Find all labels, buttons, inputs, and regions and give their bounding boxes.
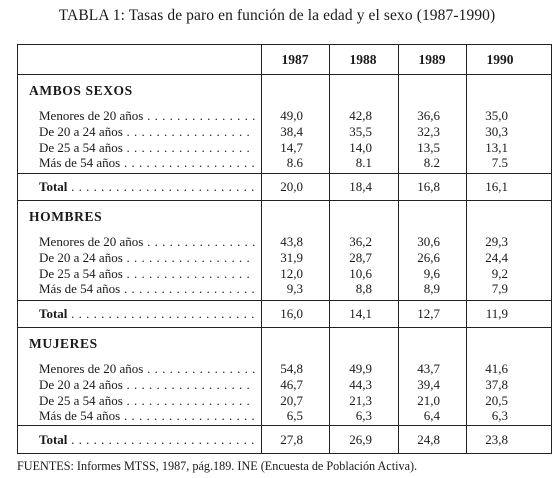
cell-value: 37,8 [485, 377, 508, 392]
total-value: 26,9 [349, 432, 372, 447]
year-header: 1989 [418, 52, 446, 67]
cell-value: 39,4 [417, 377, 440, 392]
section-title-mujeres: MUJERES [29, 336, 98, 351]
cell-value: 7.5 [491, 155, 508, 170]
table-title: TABLA 1: Tasas de paro en función de la edad y el sexo (1987-1990) [58, 7, 496, 24]
cell-value: 36,6 [417, 108, 440, 123]
year-header: 1988 [349, 52, 377, 67]
cell-value: 9,3 [286, 281, 303, 296]
cell-value: 54,8 [280, 361, 303, 376]
cell-value: 6,3 [355, 408, 372, 423]
cell-value: 30,6 [417, 234, 440, 249]
total-rule [18, 425, 551, 426]
row-label: De 25 a 54 años . . . [39, 393, 255, 409]
cell-value: 9,6 [423, 266, 440, 281]
cell-value: 8.6 [286, 155, 303, 170]
source-note: FUENTES: Informes MTSS, 1987, pág.189. INE (Encuesta de Población Activa). [17, 459, 418, 473]
cell-value: 10,6 [349, 266, 372, 281]
cell-value: 42,8 [349, 108, 372, 123]
cell-value: 31,9 [280, 250, 303, 265]
year-header: 1990 [486, 52, 514, 67]
cell-value: 8.1 [355, 155, 372, 170]
total-value: 16,1 [485, 179, 508, 194]
section-rule [18, 327, 551, 328]
section-rule [18, 200, 551, 201]
cell-value: 24,4 [485, 250, 508, 265]
cell-value: 13,1 [485, 140, 508, 155]
cell-value: 8,8 [355, 281, 372, 296]
row-label: De 25 a 54 años . . . [39, 266, 255, 282]
total-value: 12,7 [417, 306, 440, 321]
total-value: 24,8 [417, 432, 440, 447]
cell-value: 35,5 [349, 124, 372, 139]
total-value: 11,9 [485, 306, 508, 321]
total-value: 16,8 [417, 179, 440, 194]
cell-value: 44,3 [349, 377, 372, 392]
header-rule [18, 74, 551, 75]
section-title-hombres: HOMBRES [29, 209, 103, 224]
cell-value: 21,3 [349, 393, 372, 408]
cell-value: 30,3 [485, 124, 508, 139]
cell-value: 9,2 [491, 266, 508, 281]
cell-value: 14,7 [280, 140, 303, 155]
data-table [17, 44, 552, 454]
cell-value: 12,0 [280, 266, 303, 281]
cell-value: 7,9 [491, 281, 508, 296]
cell-value: 6,3 [491, 408, 508, 423]
total-value: 16,0 [280, 306, 303, 321]
total-label: Total . . . [39, 179, 255, 195]
cell-value: 6,5 [286, 408, 303, 423]
cell-value: 35,0 [485, 108, 508, 123]
cell-value: 13,5 [417, 140, 440, 155]
total-label: Total . . . [39, 432, 255, 448]
row-label: De 20 a 24 años . . . [39, 124, 255, 140]
section-title-ambos-sexos: AMBOS SEXOS [29, 83, 133, 98]
row-label: Más de 54 años . . . [39, 408, 255, 424]
total-value: 20,0 [280, 179, 303, 194]
row-label: Menores de 20 años . . . [39, 108, 255, 124]
cell-value: 46,7 [280, 377, 303, 392]
total-rule [18, 300, 551, 301]
cell-value: 20,7 [280, 393, 303, 408]
cell-value: 26,6 [417, 250, 440, 265]
year-header: 1987 [281, 52, 309, 67]
cell-value: 43,7 [417, 361, 440, 376]
cell-value: 32,3 [417, 124, 440, 139]
row-label: Menores de 20 años . . . [39, 361, 255, 377]
cell-value: 28,7 [349, 250, 372, 265]
cell-value: 29,3 [485, 234, 508, 249]
row-label: De 20 a 24 años . . . [39, 250, 255, 266]
row-label: De 25 a 54 años . . . [39, 140, 255, 156]
cell-value: 41,6 [485, 361, 508, 376]
row-label: De 20 a 24 años . . . [39, 377, 255, 393]
total-label: Total . . . [39, 306, 255, 322]
cell-value: 6,4 [423, 408, 440, 423]
cell-value: 49,0 [280, 108, 303, 123]
cell-value: 8,9 [423, 281, 440, 296]
total-value: 27,8 [280, 432, 303, 447]
total-value: 14,1 [349, 306, 372, 321]
total-rule [18, 173, 551, 174]
cell-value: 36,2 [349, 234, 372, 249]
cell-value: 14,0 [349, 140, 372, 155]
cell-value: 43,8 [280, 234, 303, 249]
cell-value: 21,0 [417, 393, 440, 408]
cell-value: 49,9 [349, 361, 372, 376]
cell-value: 20,5 [485, 393, 508, 408]
cell-value: 8.2 [423, 155, 440, 170]
row-label: Más de 54 años . . . [39, 155, 255, 171]
cell-value: 38,4 [280, 124, 303, 139]
row-label: Más de 54 años . . . [39, 281, 255, 297]
row-label: Menores de 20 años . . . [39, 234, 255, 250]
total-value: 18,4 [349, 179, 372, 194]
total-value: 23,8 [485, 432, 508, 447]
